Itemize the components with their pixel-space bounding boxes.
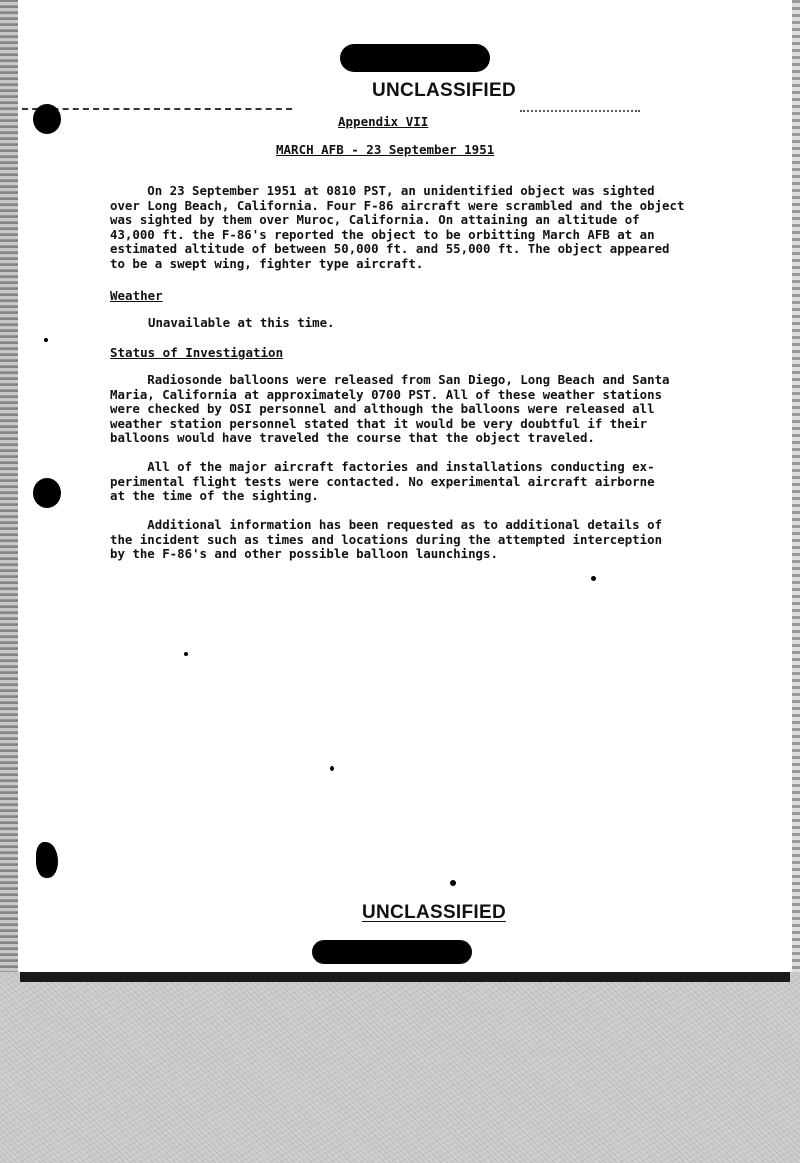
scan-speck bbox=[330, 766, 334, 771]
redaction-bar-top bbox=[340, 44, 490, 72]
punch-hole-bottom bbox=[36, 842, 58, 878]
page-bottom-edge bbox=[20, 972, 790, 982]
status-paragraph-3: Additional information has been requested as to additional details of the incident such as times and locations during the attempted interception by the F-86's and other possible balloon launchings. bbox=[110, 517, 663, 562]
document-title: MARCH AFB - 23 September 1951 bbox=[276, 142, 495, 157]
weather-heading: Weather bbox=[110, 288, 163, 303]
header-rule-left bbox=[22, 108, 292, 112]
status-paragraph-1: Radiosonde balloons were released from San Diego, Long Beach and Santa Maria, California at approximately 0700 PST. All of these weather stations were checked by OSI personnel and although the balloons were released all weather station personnel stated that it would be very doubtful if their balloons would have traveled the course that the object traveled. bbox=[110, 372, 670, 446]
scan-speck bbox=[44, 338, 48, 342]
scan-speck bbox=[184, 652, 188, 656]
status-heading: Status of Investigation bbox=[110, 345, 284, 360]
scan-speck bbox=[591, 576, 596, 581]
scan-background-band bbox=[0, 972, 800, 1163]
status-paragraph-2: All of the major aircraft factories and installations conducting ex- perimental flight tests were contacted. No experimental aircraft airborne at the time of the sighting. bbox=[110, 459, 655, 504]
classification-marking-bottom: UNCLASSIFIED bbox=[362, 902, 506, 923]
punch-hole-top bbox=[33, 104, 61, 134]
classification-marking-top: UNCLASSIFIED bbox=[372, 80, 516, 101]
redaction-bar-bottom bbox=[312, 940, 472, 964]
weather-paragraph: Unavailable at this time. bbox=[148, 315, 335, 330]
punch-hole-middle bbox=[33, 478, 61, 508]
intro-paragraph: On 23 September 1951 at 0810 PST, an unidentified object was sighted over Long Beach, California. Four F-86 aircraft were scrambled and the object was sighted by them over Muroc, California. On attaining an altitude of 43,000 ft. the F-86's reported the object to be orbitting March AFB at an estimated altitude of between 50,000 ft. and 55,000 ft. The object appeared to be a swept wing, fighter type aircraft. bbox=[110, 183, 685, 271]
header-rule-right bbox=[520, 110, 640, 113]
appendix-label: Appendix VII bbox=[338, 114, 429, 129]
scan-speck bbox=[450, 880, 456, 886]
